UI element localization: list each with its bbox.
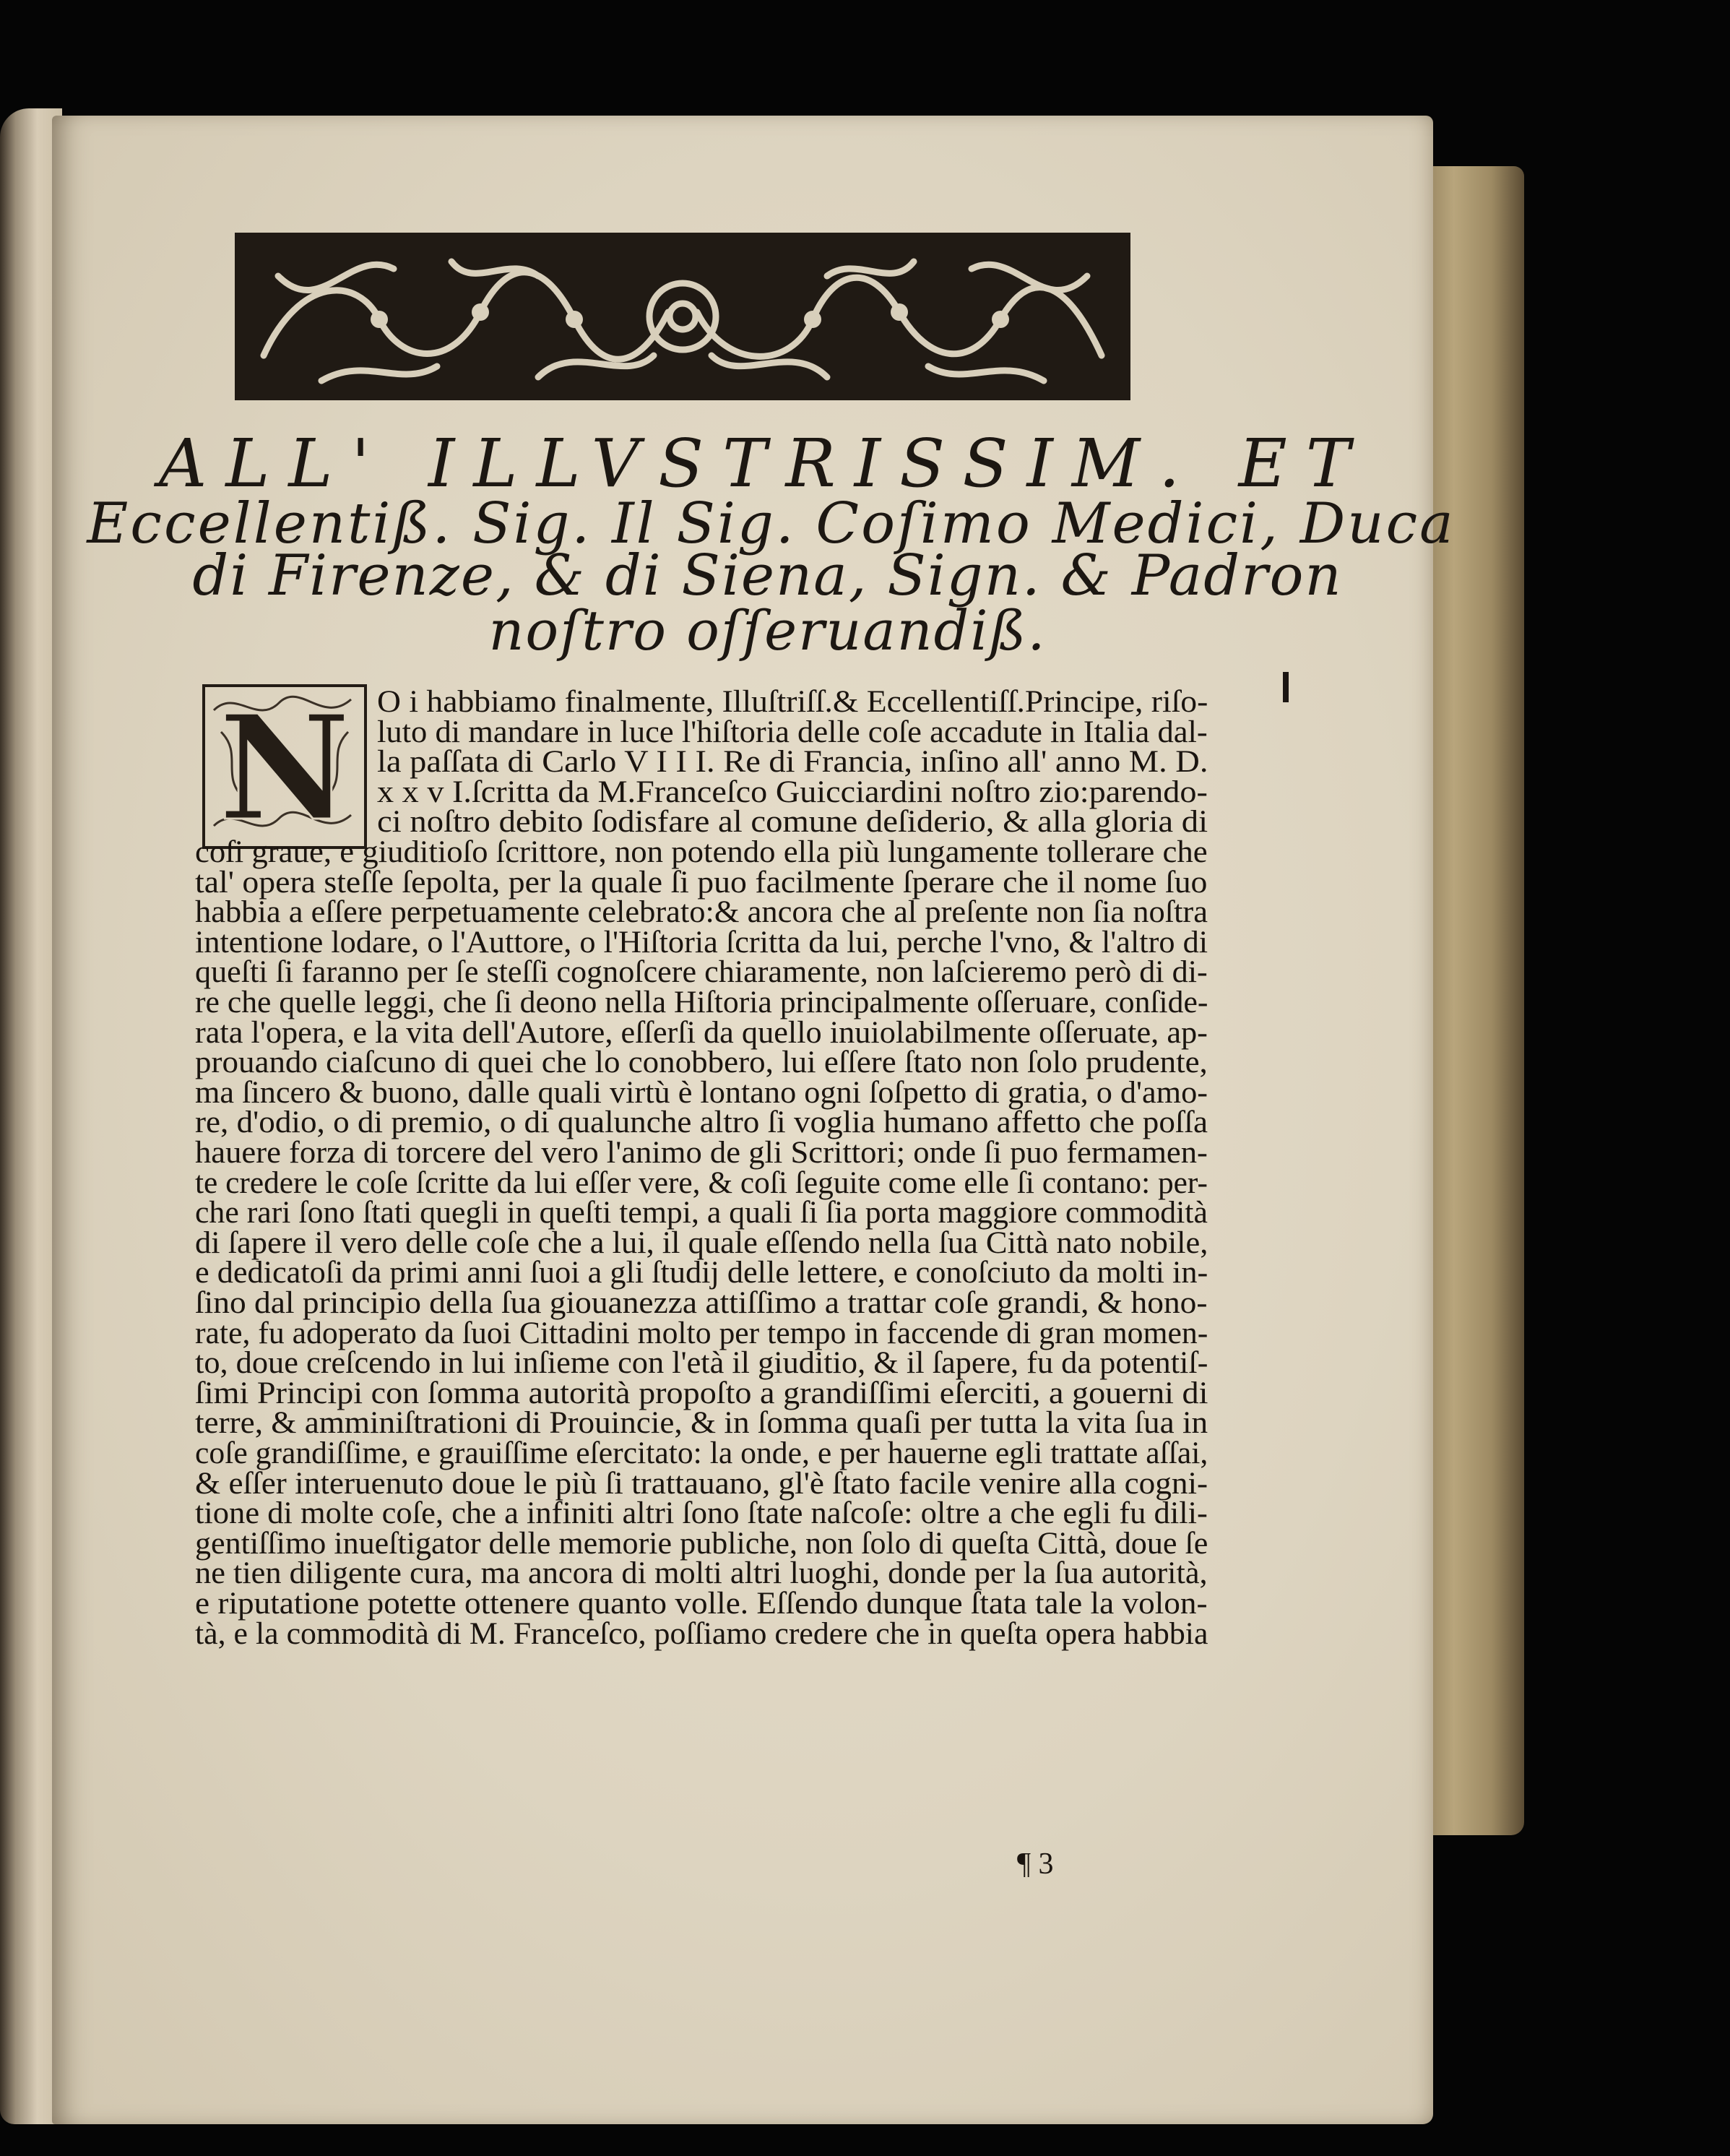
body-line: ſimi Principi con ſomma autorità propoſto a grandiſſimi eſerciti, a gouerni di [195, 1376, 1208, 1410]
body-line: luto di mandare in luce l'hiſtoria delle coſe accadute in Italia dal- [377, 715, 1208, 749]
body-line: che rari ſono ſtati quegli in queſti tempi, a quali ſi ſia porta maggiore commodità [195, 1196, 1208, 1230]
ornamental-headpiece [235, 233, 1130, 400]
body-line: intentione lodare, o l'Auttore, o l'Hiſtoria ſcritta da lui, perche l'vno, & l'altro di [195, 925, 1208, 960]
body-line: & eſſer interuenuto doue le più ſi trattauano, gl'è ſtato facile venire alla cogni- [195, 1466, 1208, 1501]
heading-line-1: ALL' ILLVSTRISSIM. ET [158, 425, 1370, 502]
margin-mark [1283, 672, 1289, 702]
body-line: prouando ciaſcuno di quei che lo conobbero, lui eſſere ſtato non ſolo prudente, [195, 1045, 1208, 1080]
heading-line-3: di Firenze, & di Siena, Sign. & Padron [192, 543, 1343, 608]
body-line: e riputatione potette ottenere quanto volle. Eſſendo dunque ſtata tale la volon- [195, 1587, 1208, 1621]
body-line: re che quelle leggi, che ſi deono nella Hiſtoria principalmente oſſeruare, conſide- [195, 986, 1208, 1019]
body-line: rata l'opera, e la vita dell'Autore, eſſerſi da quello inuiolabilmente oſſeruate, ap- [195, 1015, 1208, 1050]
body-line: re, d'odio, o di premio, o di qualunche altro ſi voglia humano affetto che poſſa [195, 1105, 1208, 1140]
body-line: tà, e la commodità di M. Franceſco, poſſiamo credere che in queſta opera habbia [195, 1616, 1208, 1651]
body-line: x x v I.ſcritta da M.Franceſco Guicciardini noſtro zio:parendo- [377, 775, 1208, 809]
heading-line-2: Eccellentiß. Sig. Il Sig. Coſimo Medici, Duca [87, 491, 1456, 556]
body-line: ſino dal principio della ſua giouanezza attiſſimo a trattar coſe grandi, & hono- [195, 1286, 1208, 1320]
body-line: queſti ſi faranno per ſe steſſi cognoſcere chiaramente, non laſcieremo però di di- [195, 955, 1208, 990]
body-line: rate, fu adoperato da ſuoi Cittadini molto per tempo in faccende di gran momen- [195, 1316, 1208, 1350]
body-line: coſe grandiſſime, e grauiſſime eſercitato: la onde, e per hauerne egli trattate aſſai, [195, 1436, 1208, 1470]
body-line: tione di molte coſe, che a infiniti altri ſono ſtate naſcoſe: oltre a che egli fu dili- [195, 1496, 1208, 1531]
body-line: e dedicatoſi da primi anni ſuoi a gli ſtudij delle lettere, e conoſciuto da molti in- [195, 1256, 1208, 1290]
body-line: ci noſtro debito ſodisfare al comune deſiderio, & alla gloria di [377, 805, 1208, 840]
body-line: habbia a eſſere perpetuamente celebrato:& ancora che al preſente non ſia noſtra [195, 895, 1208, 930]
body-line: coſi graue, e giuditioſo ſcrittore, non potendo ella più lungamente tollerare che [195, 835, 1208, 869]
body-line: hauere forza di torcere del vero l'animo de gli Scrittori; onde ſi puo fermamen- [195, 1136, 1208, 1170]
heading-line-4: noſtro oſſeruandiß. [488, 598, 1047, 663]
body-line: tal' opera steſſe ſepolta, per la quale ſi puo facilmente ſperare che il nome ſuo [195, 865, 1208, 900]
body-line: to, doue creſcendo in lui inſieme con l'età il giuditio, & il ſapere, fu da potentiſ- [195, 1346, 1208, 1381]
body-line: terre, & amminiſtrationi di Prouincie, & in ſomma quaſi per tutta la vita ſua in [195, 1406, 1208, 1441]
body-line: di ſapere il vero delle coſe che a lui, il quale eſſendo nella ſua Città nato nobile, [195, 1225, 1208, 1260]
body-line: gentiſſimo inueſtigator delle memorie publiche, non ſolo di queſta Città, doue ſe [195, 1526, 1208, 1561]
signature-mark: ¶ 3 [1017, 1847, 1054, 1881]
body-line: O i habbiamo finalmente, Illuſtriſſ.& Eccellentiſſ.Principe, riſo- [377, 685, 1208, 719]
body-line: ma ſincero & buono, dalle quali virtù è lontano ogni ſoſpetto di gratia, o d'amo- [195, 1075, 1208, 1110]
body-line: ne tien diligente cura, ma ancora di molti altri luoghi, donde per la ſua autorità, [195, 1556, 1208, 1591]
decorated-initial [199, 681, 370, 852]
initial-letter: N [218, 684, 351, 852]
body-line: te credere le coſe ſcritte da lui eſſer vere, & coſi ſeguite come elle ſi contano: per- [195, 1165, 1208, 1200]
body-line: la paſſata di Carlo V I I I. Re di Francia, inſino all' anno M. D. [377, 745, 1208, 780]
